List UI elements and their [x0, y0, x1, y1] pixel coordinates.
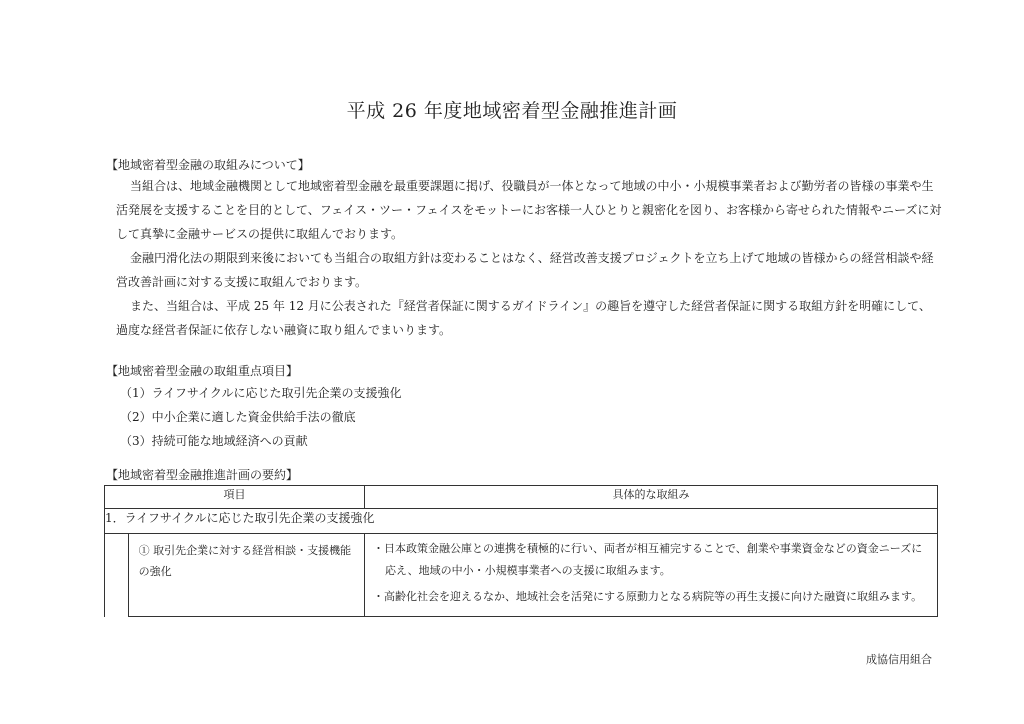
indent-spacer	[105, 534, 129, 617]
approach-paragraph-1: 当組合は、地域金融機関として地域密着型金融を最重要課題に掲げ、役職員が一体となって地域の中小・小規模事業者および勤労者の皆様の事業や生活発展を支援することを目的として、フェイス・ツー・フェイスをモットーにお客様一人ひとりと親密化を図り、お客様から寄せられた情報やニーズに対して真摯に金融サービスの提供に取組んでおります。	[116, 179, 942, 241]
table-header-row	[105, 486, 938, 509]
detail-bullet-2: ・高齢化社会を迎えるなか、地域社会を活発にする原動力となる病院等の再生支援に向けた融資に取組みます。	[373, 590, 923, 603]
header-detail: 具体的な取組み	[365, 486, 938, 509]
section-heading-priorities: 【地域密着型金融の取組重点項目】	[106, 364, 299, 378]
row-item-label: ① 取引先企業に対する経営相談・支援機能の強化	[128, 534, 364, 617]
organization-name: 成協信用組合	[866, 653, 932, 666]
priority-item-3: （3）持続可能な地域経済への貢献	[120, 434, 308, 448]
row-detail-cell	[365, 534, 938, 617]
header-item: 項目	[105, 486, 365, 509]
priority-item-2: （2）中小企業に適した資金供給手法の徹底	[120, 410, 356, 424]
approach-paragraph-2: 金融円滑化法の期限到来後においても当組合の取組方針は変わることはなく、経営改善支援プロジェクトを立ち上げて地域の皆様からの経営相談や経営改善計画に対する支援に取組んでおります。	[116, 251, 934, 289]
detail-bullet-1: ・日本政策金融公庫との連携を積極的に行い、両者が相互補完することで、創業や事業資金などの資金ニーズに応え、地域の中小・小規模事業者への支援に取組みます。	[373, 542, 923, 577]
priority-list	[120, 381, 401, 453]
table-category-row	[105, 509, 938, 534]
detail-bullet-list	[365, 534, 937, 616]
approach-paragraph-3: また、当組合は、平成 25 年 12 月に公表された『経営者保証に関するガイドライン』の趣旨を遵守した経営者保証に関する取組方針を明確にして、過度な経営者保証に依存しない融資に取り組んでまいります。	[116, 299, 931, 337]
section-heading-summary: 【地域密着型金融推進計画の要約】	[106, 468, 299, 482]
section-heading-approach: 【地域密着型金融の取組みについて】	[106, 158, 310, 172]
page-title: 平成 26 年度地域密着型金融推進計画	[346, 100, 678, 122]
priority-item-1: （1）ライフサイクルに応じた取引先企業の支援強化	[120, 386, 402, 400]
summary-table	[104, 485, 938, 617]
table-row	[105, 534, 938, 617]
category-label: 1．ライフサイクルに応じた取引先企業の支援強化	[105, 509, 938, 534]
